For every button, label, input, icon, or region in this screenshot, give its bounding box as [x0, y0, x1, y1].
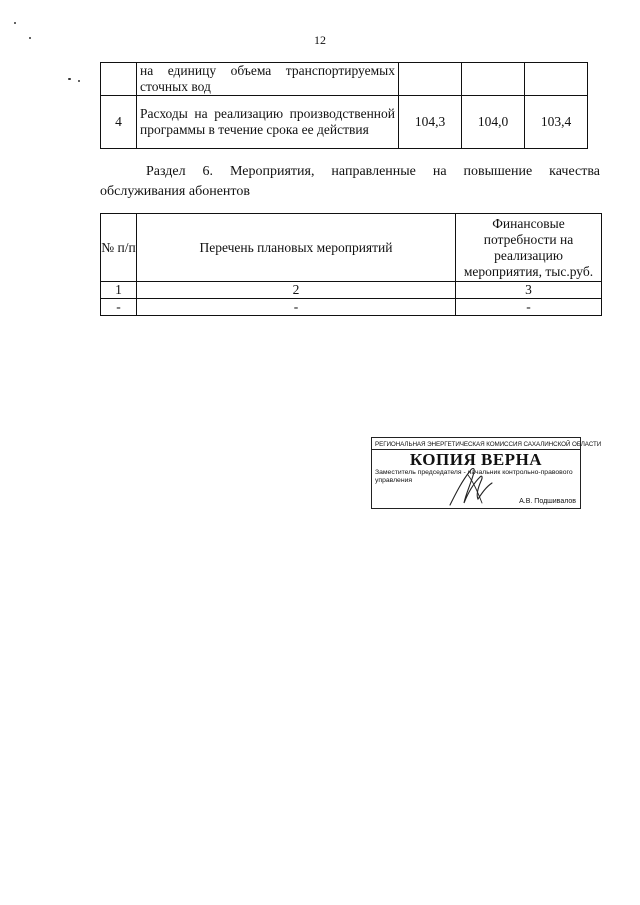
stamp-position: Заместитель председателя - начальник контрольно-правового управления	[375, 469, 573, 484]
table-row	[101, 96, 588, 149]
scan-speck	[78, 80, 80, 82]
value-cell: 103,4	[525, 96, 588, 149]
stamp-signatory-name: А.В. Подшивалов	[519, 498, 576, 505]
column-index-cell: 3	[456, 282, 602, 299]
table-row	[101, 299, 602, 316]
value-cell: 104,3	[399, 96, 462, 149]
section-heading: Раздел 6. Мероприятия, направленные на повышение качества обслуживания абонентов	[100, 164, 600, 199]
scan-speck	[14, 22, 16, 24]
scan-speck	[29, 37, 31, 39]
page-number: 12	[314, 33, 326, 47]
value-cell	[462, 63, 525, 96]
measures-table	[100, 213, 602, 316]
expenses-table	[100, 62, 588, 149]
table-header-row	[101, 214, 602, 282]
empty-cell: -	[137, 299, 456, 316]
value-cell: 104,0	[462, 96, 525, 149]
scan-speck	[68, 78, 71, 80]
stamp-title: КОПИЯ ВЕРНА	[409, 450, 543, 469]
column-index-cell: 1	[101, 282, 137, 299]
empty-cell: -	[101, 299, 137, 316]
table-row	[101, 282, 602, 299]
row-number-cell: 4	[101, 96, 137, 149]
row-description-cell: на единицу объема транспортируемых сточных вод	[137, 63, 399, 96]
table-row	[101, 63, 588, 96]
column-index-cell: 2	[137, 282, 456, 299]
header-number: № п/п	[101, 214, 137, 282]
certification-stamp	[371, 437, 602, 509]
header-measures-list: Перечень плановых мероприятий	[137, 214, 456, 282]
value-cell	[399, 63, 462, 96]
header-financial-needs: Финансовые потребности на реализацию мероприятия, тыс.руб.	[456, 214, 602, 282]
row-number-cell	[101, 63, 137, 96]
stamp-organization: РЕГИОНАЛЬНАЯ ЭНЕРГЕТИЧЕСКАЯ КОМИССИЯ САХАЛИНСКОЙ ОБЛАСТИ	[372, 438, 580, 450]
value-cell	[525, 63, 588, 96]
row-description-cell: Расходы на реализацию производственной программы в течение срока ее действия	[137, 96, 399, 149]
empty-cell: -	[456, 299, 602, 316]
signature-icon	[442, 463, 502, 507]
